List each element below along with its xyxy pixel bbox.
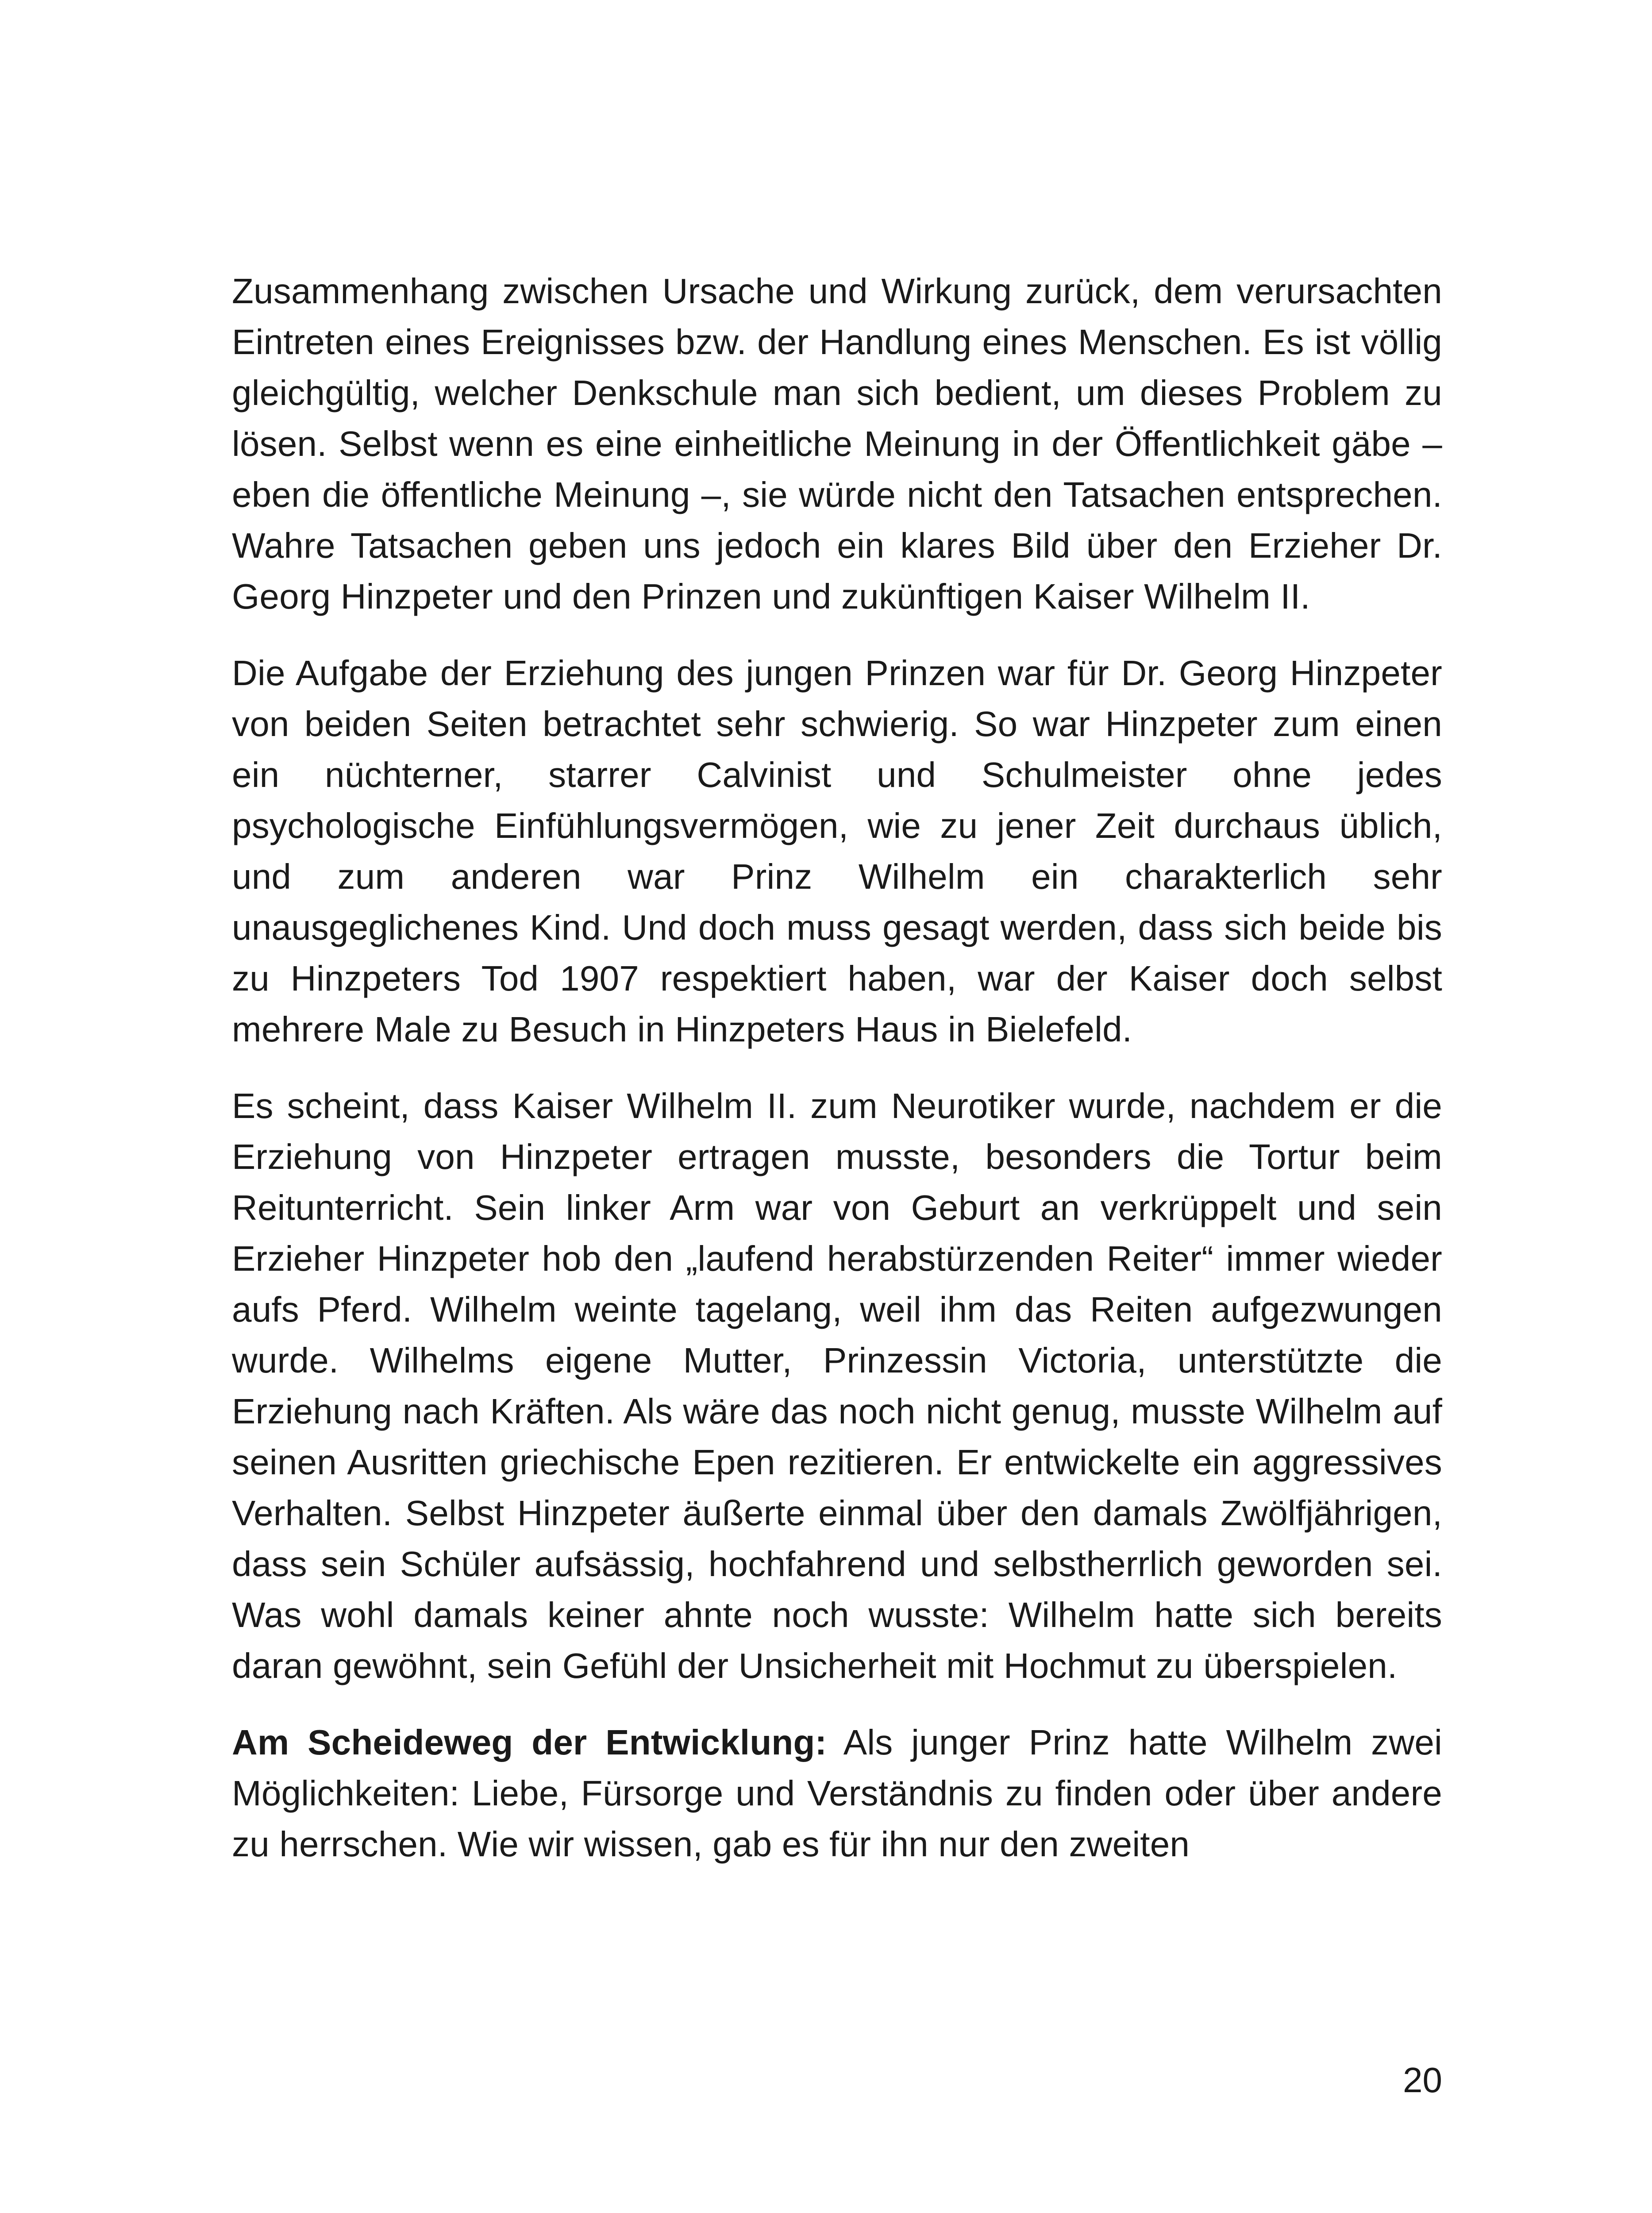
page-number: 20 [1403, 2060, 1442, 2100]
paragraph-3 [232, 1080, 1442, 1691]
paragraph-text: Als junger Prinz hatte Wilhelm zwei Möglichkeiten: Liebe, Fürsorge und Verständnis zu finden oder über andere zu herrschen. Wie wir wissen, gab es für ihn nur den zweiten [232, 1723, 1442, 1864]
paragraph-text: Es scheint, dass Kaiser Wilhelm II. zum Neurotiker wurde, nachdem er die Erziehung von Hinzpeter ertragen musste, besonders die Tortur beim Reitunterricht. Sein linker Arm war von Geburt an verkrüppelt und sein Erzieher Hinzpeter hob den „laufend herabstürzenden Reiter“ immer wieder aufs Pferd. Wilhelm weinte tagelang, weil ihm das Reiten aufgezwungen wurde. Wilhelms eigene Mutter, Prinzessin Victoria, unterstützte die Erziehung nach Kräften. Als wäre das noch nicht genug, musste Wilhelm auf seinen Ausritten griechische Epen rezitieren. Er entwickelte ein aggressives Verhalten. Selbst Hinzpeter äußerte einmal über den damals Zwölfjährigen, dass sein Schüler aufsässig, hochfahrend und selbstherrlich geworden sei. Was wohl damals keiner ahnte noch wusste: Wilhelm hatte sich bereits daran gewöhnt, sein Gefühl der Unsicherheit mit Hochmut zu überspielen. [232, 1086, 1442, 1685]
section-heading-inline: Am Scheideweg der Entwicklung: [232, 1723, 827, 1762]
body-text [232, 266, 1442, 1895]
paragraph-text: Die Aufgabe der Erziehung des jungen Prinzen war für Dr. Georg Hinzpeter von beiden Seiten betrachtet sehr schwierig. So war Hinzpeter zum einen ein nüchterner, starrer Calvinist und Schulmeister ohne jedes psychologische Einfühlungsvermögen, wie zu jener Zeit durchaus üblich, und zum anderen war Prinz Wilhelm ein charakterlich sehr unausgeglichenes Kind. Und doch muss gesagt werden, dass sich beide bis zu Hinzpeters Tod 1907 respektiert haben, war der Kaiser doch selbst mehrere Male zu Besuch in Hinzpeters Haus in Bielefeld. [232, 653, 1442, 1049]
paragraph-text: Zusammenhang zwischen Ursache und Wirkung zurück, dem verursachten Eintreten eines Ereignisses bzw. der Handlung eines Menschen. Es ist völlig gleichgültig, welcher Denkschule man sich bedient, um dieses Problem zu lösen. Selbst wenn es eine einheitliche Meinung in der Öffentlichkeit gäbe – eben die öffentliche Meinung –, sie würde nicht den Tatsachen entsprechen. Wahre Tatsachen geben uns jedoch ein klares Bild über den Erzieher Dr. Georg Hinzpeter und den Prinzen und zukünftigen Kaiser Wilhelm II. [232, 271, 1442, 616]
paragraph-4 [232, 1717, 1442, 1870]
paragraph-1 [232, 266, 1442, 622]
paragraph-2 [232, 648, 1442, 1055]
